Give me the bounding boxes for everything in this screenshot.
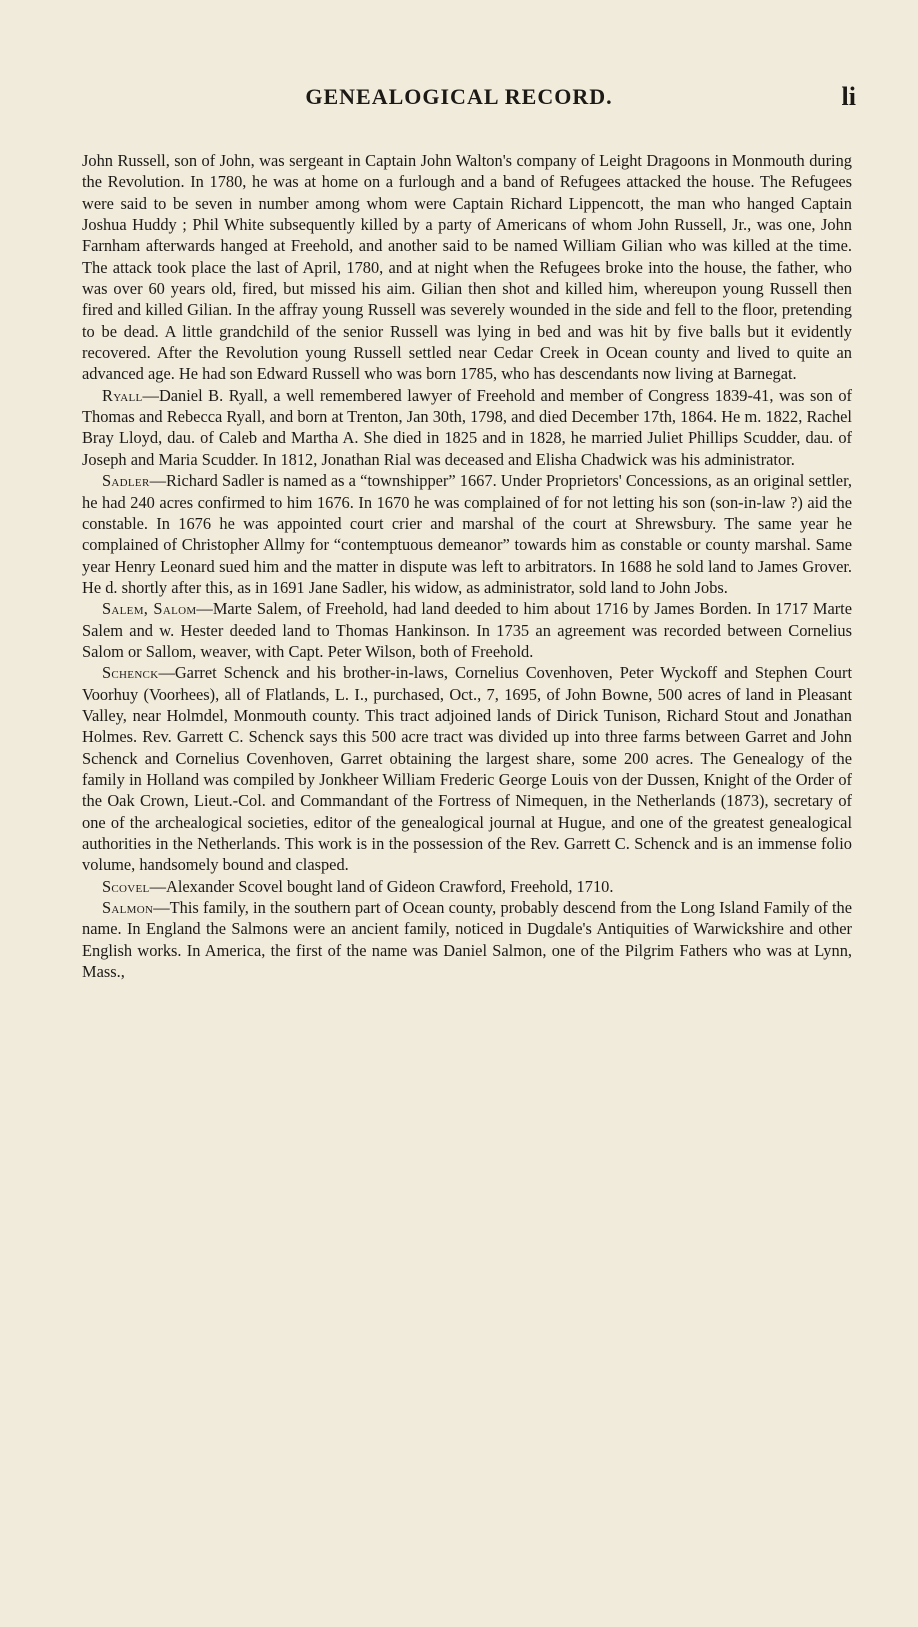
entry-heading: Salmon <box>102 898 154 918</box>
paragraph-text: John Russell, son of John, was sergeant in Captain John Walton's company of Leight Dragoons in Monmouth during the Revolution. In 1780, he was at home on a furlough and a band of Refugees attacked the house. The Refugees were said to be seven in number among whom were Captain Richard Lippencott, the man who hanged Captain Joshua Huddy ; Phil White subsequently killed by a party of Americans of whom John Russell, Jr., was one, John Farnham afterwards hanged at Freehold, and another said to be named William Gilian who was killed at the time. The attack took place the last of April, 1780, and at night when the Refugees broke into the house, the father, who was over 60 years old, fired, but missed his aim. Gilian then shot and killed him, whereupon young Russell then fired and killed Gilian. In the affray young Russell was severely wounded in the side and fell to the floor, pretending to be dead. A little grandchild of the senior Russell was lying in bed and was hit by five balls but it evidently recovered. After the Revolution young Russell settled near Cedar Creek in Ocean county and lived to quite an advanced age. He had son Edward Russell who was born 1785, who has descendants now living at Barnegat. <box>82 151 852 384</box>
entry-text: —Alexander Scovel bought land of Gideon Crawford, Freehold, 1710. <box>149 876 614 896</box>
entry-heading: Salem, Salom <box>102 599 197 619</box>
entry-schenck <box>82 662 852 875</box>
entry-salmon <box>82 897 852 982</box>
entry-salem <box>82 598 852 662</box>
entry-ryall <box>82 385 852 470</box>
paragraph-russell <box>82 150 852 385</box>
page-number: li <box>841 82 856 111</box>
entry-heading: Scovel <box>102 876 150 896</box>
page-title: GENEALOGICAL RECORD. <box>305 84 613 109</box>
entry-sadler <box>82 470 852 598</box>
entry-heading: Schenck <box>102 663 159 683</box>
running-head <box>0 84 918 120</box>
entry-text: —Daniel B. Ryall, a well remembered lawyer of Freehold and member of Congress 1839-41, was son of Thomas and Rebecca Ryall, and born at Trenton, Jan 30th, 1798, and died December 17th, 1864. He m. 1822, Rachel Bray Lloyd, dau. of Caleb and Martha A. She died in 1825 and in 1828, he married Juliet Phillips Scudder, dau. of Joseph and Maria Scudder. In 1812, Jonathan Rial was deceased and Elisha Chadwick was his administrator. <box>82 385 852 469</box>
entry-text: —This family, in the southern part of Ocean county, probably descend from the Long Island Family of the name. In England the Salmons were an ancient family, noticed in Dugdale's Antiquities of Warwickshire and other English works. In America, the first of the name was Daniel Salmon, one of the Pilgrim Fathers who was at Lynn, Mass., <box>82 898 852 982</box>
entry-scovel <box>82 876 852 897</box>
entry-heading: Sadler <box>102 471 150 491</box>
entry-text: —Garret Schenck and his brother-in-laws, Cornelius Covenhoven, Peter Wyckoff and Stephen Court Voorhuy (Voorhees), all of Flatlands, L. I., purchased, Oct., 7, 1695, of John Bowne, 500 acres of land in Pleasant Valley, near Holmdel, Monmouth county. This tract adjoined lands of Dirick Tunison, Richard Stout and Jonathan Holmes. Rev. Garrett C. Schenck says this 500 acre tract was divided up into three farms between Garret and John Schenck and Cornelius Covenhoven, Garret obtaining the largest share, some 200 acres. The Genealogy of the family in Holland was compiled by Jonkheer William Frederic George Louis von der Dussen, Knight of the Order of the Oak Crown, Lieut.-Col. and Commandant of the Fortress of Nimequen, in the Netherlands (1873), secretary of one of the archealogical societies, editor of the genealogical journal at Hugue, and one of the greatest genealogical authorities in the Netherlands. This work is in the possession of the Rev. Garrett C. Schenck and is an immense folio volume, handsomely bound and clasped. <box>82 663 852 875</box>
entry-heading: Ryall <box>102 385 143 405</box>
entry-text: —Richard Sadler is named as a “townshipper” 1667. Under Proprietors' Concessions, as an original settler, he had 240 acres confirmed to him 1676. In 1670 he was complained of for not letting his son (son-in-law ?) aid the constable. In 1676 he was appointed court crier and marshal of the court at Shrewsbury. The same year he complained of Christopher Allmy for “contemptuous demeanor” towards him as constable or county marshal. Same year Henry Leonard sued him and the matter in dispute was left to arbitrators. In 1688 he sold land to James Grover. He d. shortly after this, as in 1691 Jane Sadler, his widow, as administrator, sold land to John Jobs. <box>82 471 852 597</box>
body-text <box>82 150 852 982</box>
entry-text: —Marte Salem, of Freehold, had land deeded to him about 1716 by James Borden. In 1717 Marte Salem and w. Hester deeded land to Thomas Hankinson. In 1735 an agreement was recorded between Cornelius Salom or Sallom, weaver, with Capt. Peter Wilson, both of Freehold. <box>82 599 853 661</box>
